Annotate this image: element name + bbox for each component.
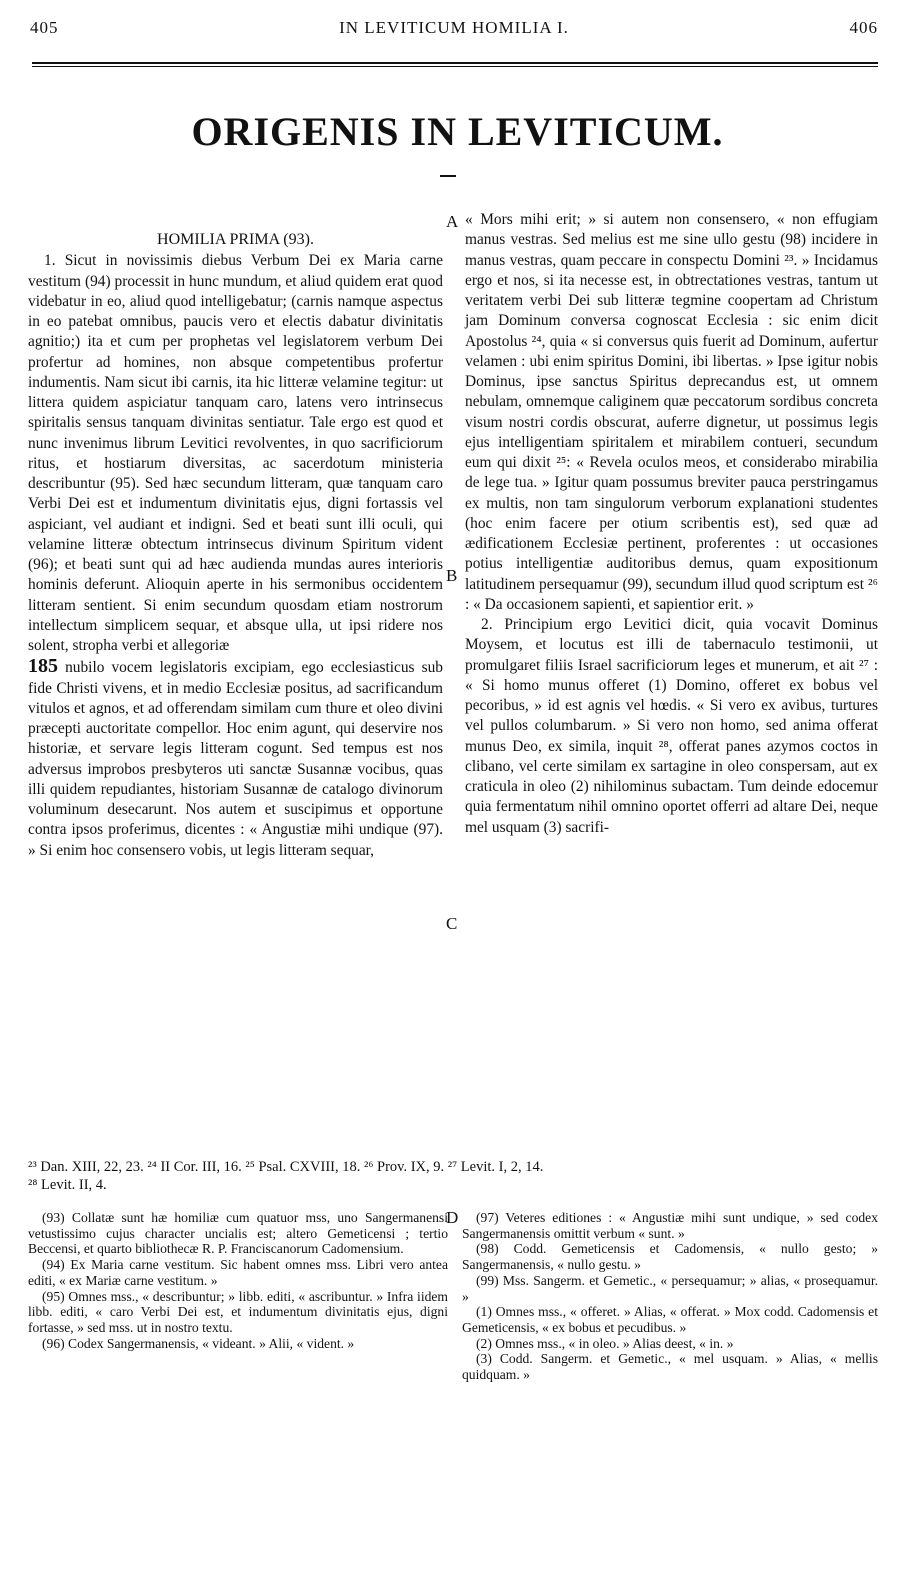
left-column <box>28 230 443 861</box>
title-divider <box>440 175 456 177</box>
margin-mark-d: D <box>446 1208 459 1227</box>
note-97: (97) Veteres editiones : « Angustiæ mihi sunt undique, » sed codex Sangermanensis omittit verbum « sunt. » <box>462 1210 878 1241</box>
margin-mark-a: A <box>446 212 459 231</box>
running-title: IN LEVITICUM HOMILIA I. <box>339 18 569 37</box>
note-99: (99) Mss. Sangerm. et Gemetic., « persequamur; » alias, « prosequamur. » <box>462 1272 878 1304</box>
header-rule-thick <box>32 62 878 64</box>
scripture-references <box>28 1158 878 1194</box>
margin-mark-c: C <box>446 914 458 933</box>
note-93: (93) Collatæ sunt hæ homiliæ cum quatuor mss, uno Sangermanensi vetustissimo cujus character uncialis est; altero Gemeticensi ; tertio Beccensi, et quarto bibliothecæ R. P. Franciscanorum Cadomensium. <box>28 1210 448 1257</box>
homily-title: HOMILIA PRIMA (93). <box>157 231 314 248</box>
header-rule-thin <box>32 66 878 67</box>
note-98: (98) Codd. Gemeticensis et Cadomensis, « nullo gesto; » Sangermanensis, « nullo gestu. » <box>462 1241 878 1273</box>
column-number: 185 <box>28 655 58 678</box>
note-2: (2) Omnes mss., « in oleo. » Alias deest, « in. » <box>476 1335 734 1351</box>
scripture-refs-line-1: ²³ Dan. XIII, 22, 23. ²⁴ II Cor. III, 16. ²⁵ Psal. CXVIII, 18. ²⁶ Prov. IX, 9. ²⁷ Levit. I, 2, 14. <box>28 1159 544 1175</box>
left-paragraph-2-wrap <box>28 656 443 861</box>
notes-right-column <box>462 1210 878 1383</box>
margin-mark-b: B <box>446 566 458 585</box>
right-column <box>465 210 878 838</box>
right-page-number: 406 <box>849 18 878 37</box>
right-paragraph-2: 2. Principium ergo Levitici dicit, quia vocavit Dominus Moysem, et locutus est illi de tabernaculo testimonii, ut promulgaret filiis Israel sacrificiorum leges et munerum, et ait ²⁷ : « Si homo munus offeret (1) Domino, offeret ex bobus vel pecoribus, » id est agnis vel hœdis. « Si vero ex avibus, turtures vel pullos columbarum. » Si vero non homo, sed anima offerat munus Deo, ex simila, inquit ²⁸, offerat panes azymos coctos in clibano, vel certe similam ex sartagine in oleo conspersam, aut ex craticula in oleo (2) nihilominus subactam. Tum deinde edocemur quia fermentatum nihil omnino oportet offerri ad altare Dei, neque mel usquam (3) sacrifi- <box>465 616 878 836</box>
note-94: (94) Ex Maria carne vestitum. Sic habent omnes mss. Libri vero antea editi, « ex Mariæ carne vestitum. » <box>28 1257 448 1288</box>
right-paragraph-1: « Mors mihi erit; » si autem non consensero, « non effugiam manus vestras. Sed melius est me sine ullo gestu (98) incidere in manus vestras, quam peccare in conspectu Domini ²³. » Incidamus ergo et nos, si ita necesse est, in obtrectationes vestras, tantum ut veritatem verbi Dei sub litteræ tegmine coopertam ad Christum jam Dominum conversa cognoscat Ecclesia : sic enim dicit Apostolus ²⁴, quia « si conversus quis fuerit ad Dominum, aufertur velamen : ubi enim spiritus Domini, ibi libertas. » Ipse igitur nobis Dominus, ipse sanctus Spiritus deprecandus est, ut omnem nebulam, omnemque caliginem quæ peccatorum sordibus concreta visum nostri cordis obscurat, auferre dignetur, ut possimus legis ejus intelligentiam spiritalem et mirabilem contueri, secundum eum qui dixit ²⁵: « Revela oculos meos, et considerabo mirabilia de lege tua. » Igitur quam possumus breviter pauca perstringamus ex multis, non tam singulorum verborum explanationi studentes (hoc enim facere per otium scribentis est), sed quæ ad ædificationem Ecclesiæ pertinent, proferentes : ut occasiones potius intelligentiæ auditoribus demus, quam expositionum latitudinem persequamur (99), secundum illud quod scriptum est ²⁶ : « Da occasionem sapienti, et sapientior erit. » <box>465 211 878 613</box>
note-96: (96) Codex Sangermanensis, « videant. » Alii, « vident. » <box>42 1335 355 1351</box>
note-95: (95) Omnes mss., « describuntur; » libb. editi, « ascribuntur. » Infra iidem libb. editi, « caro Verbi Dei est, et indumentum divinitatis ejus, digni fortasse, » sed mss. ut in nostro textu. <box>28 1288 448 1335</box>
note-1: (1) Omnes mss., « offeret. » Alias, « offerat. » Mox codd. Cadomensis et Gemeticensis, « ex bobus et pecudibus. » <box>462 1304 878 1335</box>
left-paragraph-1: 1. Sicut in novissimis diebus Verbum Dei ex Maria carne vestitum (94) processit in hunc mundum, et aliud quidem erat quod videbatur in eo, aliud quod intelligebatur; (carnis namque aspectus in eo patebat omnibus, paucis vero et electis dabatur divinitatis agnitio;) ita et cum per prophetas vel legislatorem verbum Dei profertur ad homines, non absque competentibus profertur indumentis. Nam sicut ibi carnis, ita hic litteræ velamine tegitur: ut littera quidem aspiciatur tanquam caro, latens vero intrinsecus spiritalis sensus tanquam divinitas sentiatur. Tale ergo est quod et nunc invenimus librum Levitici revolventes, in quo sacrificiorum ritus, et hostiarum diversitas, ac sacerdotum ministeria describuntur (95). Sed hæc secundum litteram, quæ tanquam caro Verbi Dei est et indumentum divinitatis ejus, digni fortassis vel aspiciant, vel audiant et indigni. Sed et beati sunt illi oculi, qui velamine litteræ obtectum intrinsecus divinum Spiritum vident (96); et beati sunt qui ad hæc audienda mundas aures interioris hominis deferunt. Alioquin aperte in his sermonibus occidentem litteram sentient. Si enim secundum quosdam etiam nostrorum intellectum simplicem sequar, et absque ulla, ut ipsi ridere nos solent, stropha verbi et allegoriæ <box>28 252 443 654</box>
notes-left-column <box>28 1210 448 1351</box>
note-3: (3) Codd. Sangerm. et Gemetic., « mel usquam. » Alias, « mellis quidquam. » <box>462 1351 878 1383</box>
left-paragraph-2: nubilo vocem legislatoris excipiam, ego ecclesiasticus sub fide Christi vivens, et in medio Ecclesiæ positus, ad sacrificandum vitulos et agnos, et ad offerendam similam cum thure et oleo divini præcepti auctoritate compellor. Hoc enim agunt, qui deservire nos historiæ, et servare legis litteram cogunt. Sed tempus est nos adversus improbos presbyteros uti sanctæ Susannæ vocibus, quas illi quidem repudiantes, historiam Susannæ de catalogo divinorum voluminum desecarunt. Nos autem et suscipimus et opportune contra ipsos proferimus, dicentes : « Angustiæ mihi undique (97). » Si enim hoc consensero vobis, ut legis litteram sequar, <box>28 659 443 859</box>
page-title: ORIGENIS IN LEVITICUM. <box>191 109 724 154</box>
left-page-number: 405 <box>30 18 59 37</box>
running-header <box>30 18 878 44</box>
scripture-refs-line-2: ²⁸ Levit. II, 4. <box>28 1177 107 1193</box>
